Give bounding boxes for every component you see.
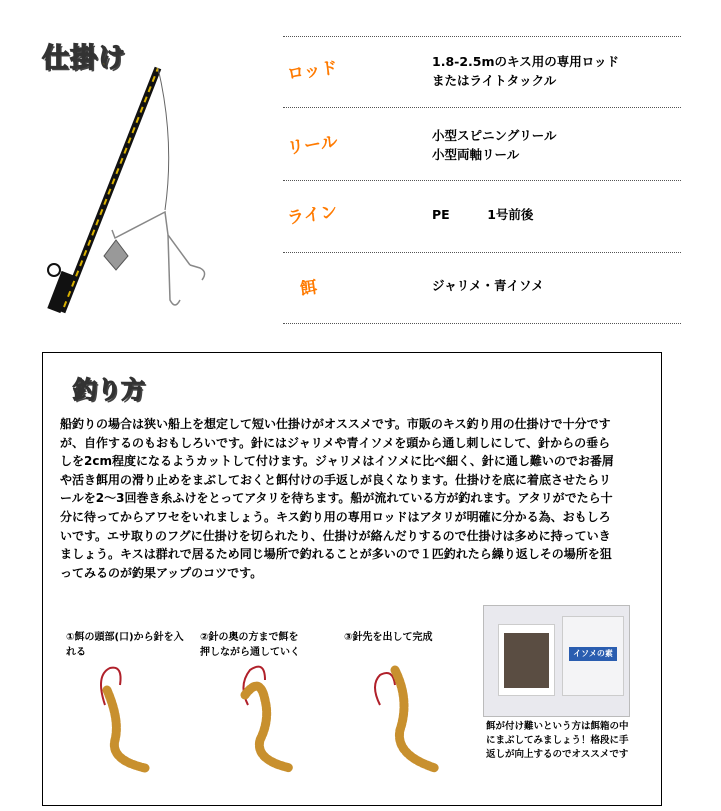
value-reel-line1: 小型スピニングリール bbox=[432, 128, 557, 143]
fishing-rod-illustration bbox=[40, 60, 220, 320]
package-label: イソメの素 bbox=[569, 647, 617, 661]
worm-step2-illustration bbox=[230, 660, 330, 780]
bait-container bbox=[498, 624, 555, 696]
row-divider bbox=[283, 252, 681, 253]
bait-caption: 餌が付け難いという方は餌箱の中にまぶしてみましょう！格段に手返しが向上するのでオススメです bbox=[486, 721, 629, 760]
label-line: ライン bbox=[285, 202, 339, 229]
label-bait: 餌 bbox=[298, 277, 319, 300]
step-1-label: ①餌の頭部(口)から針を入れる bbox=[66, 632, 184, 658]
row-divider bbox=[283, 107, 681, 108]
row-divider bbox=[283, 180, 681, 181]
value-reel-line2: 小型両軸リール bbox=[432, 147, 520, 162]
fishing-method-title: 釣り方 bbox=[73, 376, 145, 404]
value-reel bbox=[432, 126, 557, 164]
bait-worms bbox=[504, 633, 549, 688]
tackle-title: 仕掛け bbox=[42, 43, 126, 74]
row-divider bbox=[283, 36, 681, 37]
bait-package-photo bbox=[483, 605, 630, 717]
step-2-label: ②針の奥の方まで餌を押しながら通していく bbox=[200, 632, 300, 658]
row-divider bbox=[283, 323, 681, 324]
step-3-label: ③針先を出して完成 bbox=[344, 632, 433, 643]
bait-package bbox=[562, 616, 624, 696]
value-rod-line1: 1.8-2.5mのキス用の専用ロッド bbox=[432, 54, 620, 69]
label-rod: ロッド bbox=[285, 58, 339, 85]
worm-step3-illustration bbox=[365, 660, 465, 780]
value-line: PE 1号前後 bbox=[432, 207, 534, 222]
label-reel: リール bbox=[285, 132, 339, 159]
fishing-method-text: 船釣りの場合は狭い船上を想定して短い仕掛けがオススメです。市販のキス釣り用の仕掛けで十分ですが、自作するのもおもしろいです。針にはジャリメや青イソメを頭から通し刺しにして、針からの垂らしを2cm程度になるようカットして付けます。ジャリメはイソメに比べ細く、針に通し難いのでお番屑や活き餌用の滑り止めをまぶしておくと餌付けの手返しが良くなります。仕掛けを底に着底させたらリールを2〜3回巻き糸ふけをとってアタリを待ちます。船が流れている方が釣れます。アタリがでたら十分に待ってからアワセをいれましょう。キス釣り用の専用ロッドはアタリが明確に分かる為、おもしろいです。エサ取りのフグに仕掛けを切られたり、仕掛けが絡んだりするので仕掛けは多めに持っていきましょう。キスは群れで居るため同じ場所で釣れることが多いので１匹釣れたら繰り返しその場所を狙ってみるのが釣果アップのコツです。 bbox=[60, 417, 614, 580]
value-rod bbox=[432, 52, 619, 90]
value-bait: ジャリメ・青イソメ bbox=[432, 278, 544, 293]
worm-step1-illustration bbox=[75, 660, 175, 780]
value-rod-line2: またはライトタックル bbox=[432, 73, 557, 88]
